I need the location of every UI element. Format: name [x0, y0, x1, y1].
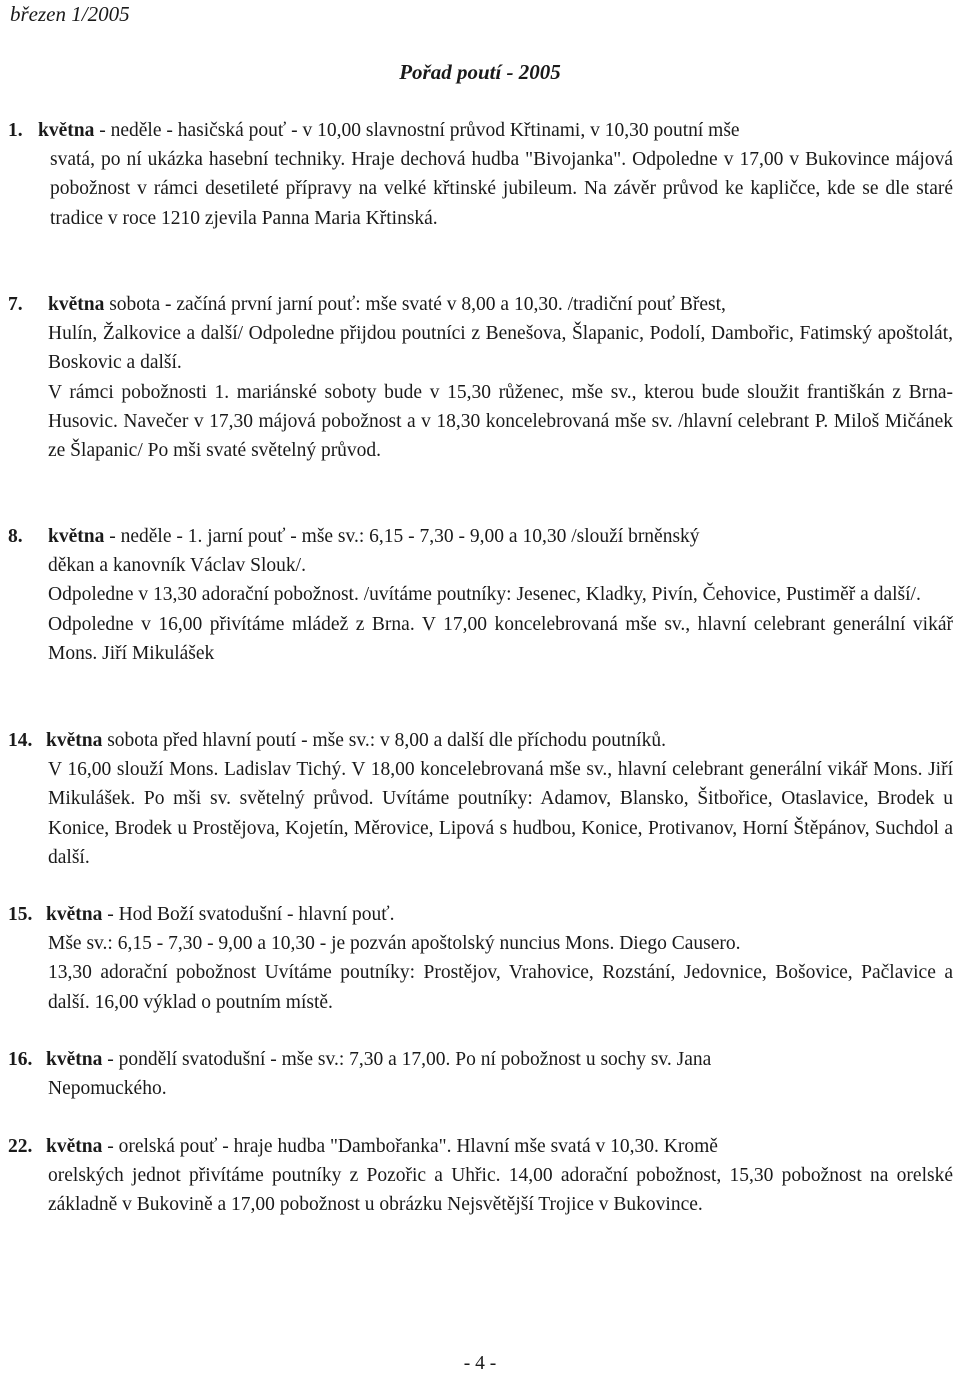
entry-paragraph: Odpoledne v 16,00 přivítáme mládež z Brna. V 17,00 koncelebrovaná mše sv., hlavní celebrant generální vikář Mons. Jiří Mikulášek: [48, 613, 953, 664]
issue-date: březen 1/2005: [10, 2, 130, 26]
entry-day-number: 1.: [8, 120, 23, 141]
entry-month: května: [46, 730, 103, 751]
entry-first-text: - neděle - hasičská pouť - v 10,00 slavnostní průvod Křtinami, v 10,30 poutní mše: [94, 120, 740, 141]
entry-first-text: - Hod Boží svatodušní - hlavní pouť.: [102, 904, 395, 925]
entry-first-text: - neděle - 1. jarní pouť - mše sv.: 6,15 - 7,30 - 9,00 a 10,30 /slouží brněnský: [104, 526, 700, 547]
schedule-entry-16: [8, 1045, 953, 1103]
entry-first-text: sobota před hlavní poutí - mše sv.: v 8,00 a další dle příchodu poutníků.: [102, 730, 666, 751]
schedule-entry-8: [8, 522, 953, 668]
entry-body: [8, 1161, 953, 1219]
entry-first-text: - pondělí svatodušní - mše sv.: 7,30 a 17,00. Po ní pobožnost u sochy sv. Jana: [102, 1049, 712, 1070]
entry-day-number: 15.: [8, 904, 33, 925]
entry-paragraph: V 16,00 slouží Mons. Ladislav Tichý. V 18,00 koncelebrovaná mše sv., hlavní celebrant generální vikář Mons. Jiří Mikulášek. Po mši sv. světelný průvod. Uvítáme poutníky: Adamov, Blansko, Šitbořice, Otaslavice, Brodek u Konice, Brodek u Prostějova, Kojetín, Měrovice, Lipová s hudbou, Konice, Protivanov, Horní Štěpánov, Suchdol a další.: [48, 759, 953, 868]
schedule-entry-7: [8, 290, 953, 465]
entry-first-line: [8, 726, 953, 755]
entry-paragraph: Odpoledne v 13,30 adorační pobožnost. /uvítáme poutníky: Jesenec, Kladky, Pivín, Čehovice, Pustiměř a další/.: [48, 584, 921, 606]
document-title-text: Pořad poutí - 2005: [399, 60, 561, 84]
entry-body: [8, 929, 953, 1017]
entry-paragraph: 13,30 adorační pobožnost Uvítáme poutníky: Prostějov, Vrahovice, Rozstání, Jedovnice, Bošovice, Pačlavice a další. 16,00 výklad o poutním místě.: [48, 962, 953, 1013]
entry-first-line: [8, 900, 953, 929]
schedule-entry-14: [8, 726, 953, 872]
entry-day-number: 16.: [8, 1049, 33, 1070]
entry-first-line: [8, 1132, 953, 1161]
entry-body: [8, 551, 953, 668]
entry-paragraph: orelských jednot přivítáme poutníky z Pozořic a Uhřic. 14,00 adorační pobožnost, 15,30 pobožnost na orelské základně v Bukovině a 17,00 pobožnost u obrázku Nejsvětější Trojice v Bukovince.: [48, 1165, 953, 1216]
entry-day-number: 8.: [8, 526, 23, 547]
page-number-text: - 4 -: [463, 1353, 497, 1374]
entry-month: května: [48, 526, 105, 547]
entry-first-line: [8, 1045, 953, 1074]
entry-paragraph: Nepomuckého.: [48, 1078, 167, 1100]
document-title: [0, 58, 960, 86]
entry-month: května: [48, 294, 105, 315]
entry-paragraph: V rámci pobožnosti 1. mariánské soboty bude v 15,30 růženec, mše sv., kterou bude sloužit františkán z Brna-Husovic. Navečer v 17,30 májová pobožnost a v 18,30 koncelebrovaná mše sv. /hlavní celebrant P. Miloš Mičánek ze Šlapanic/ Po mši svaté světelný průvod.: [48, 381, 953, 462]
entry-month: května: [46, 904, 103, 925]
entry-day-number: 22.: [8, 1136, 33, 1157]
entry-month: května: [38, 120, 95, 141]
entry-body: [8, 1074, 953, 1103]
entry-first-line: [8, 522, 953, 551]
entry-paragraph: svatá, po ní ukázka hasební techniky. Hraje dechová hudba "Bivojanka". Odpoledne v 17,00 v Bukovince májová pobožnost v rámci desetileté přípravy na velké křtinské jubileum. Na závěr průvod ke kapličce, kde se dle staré tradice v roce 1210 zjevila Panna Maria Křtinská.: [50, 149, 953, 229]
schedule-entry-22: [8, 1132, 953, 1220]
entry-first-line: [8, 116, 953, 145]
entry-month: května: [46, 1049, 103, 1070]
entry-paragraph: Mše sv.: 6,15 - 7,30 - 9,00 a 10,30 - je pozván apoštolský nuncius Mons. Diego Causero.: [48, 933, 741, 955]
schedule-entry-1: [8, 116, 953, 233]
page-number: [0, 1352, 960, 1376]
entry-first-line: [8, 290, 953, 319]
schedule-entry-15: [8, 900, 953, 1017]
entry-first-text: sobota - začíná první jarní pouť: mše svaté v 8,00 a 10,30. /tradiční pouť Břest,: [104, 294, 726, 315]
entry-day-number: 14.: [8, 730, 33, 751]
entry-paragraph: děkan a kanovník Václav Slouk/.: [48, 555, 306, 577]
entry-body: [8, 755, 953, 872]
entry-body: [8, 145, 953, 233]
entry-first-text: - orelská pouť - hraje hudba "Dambořanka". Hlavní mše svatá v 10,30. Kromě: [102, 1136, 718, 1157]
entry-paragraph: Hulín, Žalkovice a další/ Odpoledne přijdou poutníci z Benešova, Šlapanic, Podolí, Dambořic, Fatimský apoštolát, Boskovic a další.: [48, 323, 953, 374]
entry-day-number: 7.: [8, 294, 23, 315]
entry-body: [8, 319, 953, 465]
entry-month: května: [46, 1136, 103, 1157]
